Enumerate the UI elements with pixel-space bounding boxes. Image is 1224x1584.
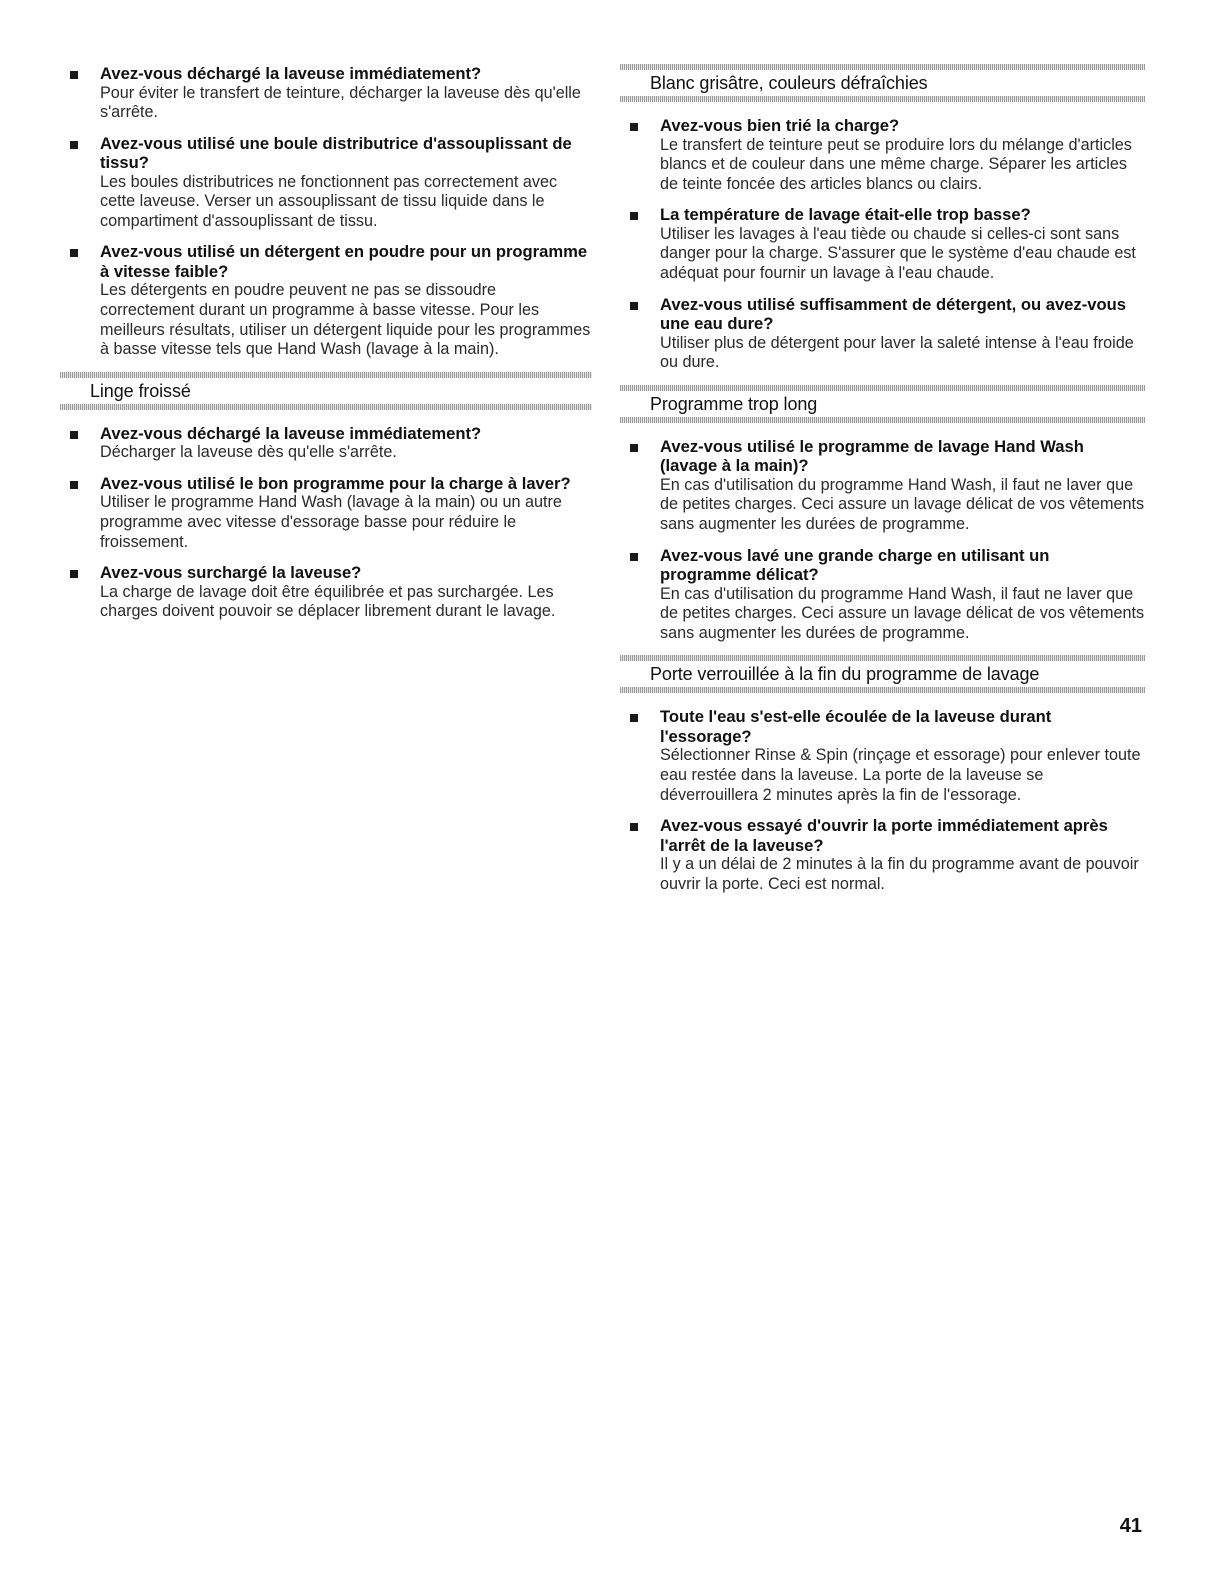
question: La température de lavage était-elle trop basse? — [660, 205, 1031, 225]
section-header-porte-verrouillee — [620, 655, 1145, 693]
question: Avez-vous lavé une grande charge en utilisant un programme délicat? — [660, 545, 1050, 585]
question: Avez-vous bien trié la charge? — [660, 116, 900, 135]
answer: En cas d'utilisation du programme Hand Wash, il faut ne laver que de petites charges. Ceci assure un lavage délicat de vos vêtements sans augmenter les durées de programme. — [660, 584, 1145, 642]
section-title: Blanc grisâtre, couleurs défraîchies — [650, 73, 928, 93]
section-header-linge-froisse — [60, 372, 592, 410]
left-column — [60, 64, 592, 633]
list-item — [60, 563, 592, 622]
section-rule-bottom — [620, 417, 1145, 423]
square-bullet-icon — [630, 302, 638, 310]
section-title: Linge froissé — [90, 380, 191, 401]
section-title: Programme trop long — [650, 393, 818, 414]
question: Avez-vous surchargé la laveuse? — [100, 563, 362, 583]
list-item — [60, 64, 592, 123]
question: Toute l'eau s'est-elle écoulée de la laveuse durant l'essorage? — [660, 707, 1052, 746]
square-bullet-icon — [630, 123, 638, 131]
question: Avez-vous déchargé la laveuse immédiatement? — [100, 423, 482, 443]
answer: Utiliser plus de détergent pour laver la saleté intense à l'eau froide ou dure. — [660, 333, 1134, 372]
square-bullet-icon — [70, 71, 78, 79]
answer: Il y a un délai de 2 minutes à la fin du programme avant de pouvoir ouvrir la porte. Ceci est normal. — [660, 855, 1139, 893]
answer: La charge de lavage doit être équilibrée et pas surchargée. Les charges doivent pouvoir se déplacer librement durant le lavage. — [100, 582, 556, 621]
square-bullet-icon — [630, 714, 638, 722]
list-item — [60, 134, 592, 232]
section-rule-bottom — [620, 687, 1145, 693]
right-column — [620, 64, 1145, 905]
answer: Décharger la laveuse dès qu'elle s'arrête. — [100, 443, 397, 462]
answer: En cas d'utilisation du programme Hand Wash, il faut ne laver que de petites charges. Ceci assure un lavage délicat de vos vêtements sans augmenter les durées de programme. — [660, 475, 1145, 533]
list-item — [620, 295, 1145, 373]
list-item — [60, 242, 592, 359]
answer: Les détergents en poudre peuvent ne pas se dissoudre correctement durant un programme à basse vitesse. Pour les meilleurs résultats, utiliser un détergent liquide pour les programmes à basse vitesse tels que Hand Wash (lavage à la main). — [100, 281, 591, 359]
list-item — [620, 546, 1145, 644]
square-bullet-icon — [630, 212, 638, 220]
list-item — [60, 424, 592, 463]
answer: Pour éviter le transfert de teinture, décharger la laveuse dès qu'elle s'arrête. — [100, 83, 581, 122]
list-item — [620, 437, 1145, 535]
answer: Les boules distributrices ne fonctionnent pas correctement avec cette laveuse. Verser un assouplissant de tissu liquide dans le compartiment d'assouplissant de tissu. — [100, 172, 558, 230]
answer: Sélectionner Rinse & Spin (rinçage et essorage) pour enlever toute eau restée dans la laveuse. La porte de la laveuse se déverrouillera 2 minutes après la fin de l'essorage. — [660, 746, 1141, 804]
square-bullet-icon — [70, 431, 78, 439]
square-bullet-icon — [70, 570, 78, 578]
section-title: Porte verrouillée à la fin du programme de lavage — [650, 664, 1040, 685]
page-number: 41 — [1119, 1515, 1142, 1537]
square-bullet-icon — [630, 823, 638, 831]
question: Avez-vous utilisé le bon programme pour la charge à laver? — [100, 473, 571, 493]
section-header-blanc-grisatre — [620, 64, 1145, 102]
square-bullet-icon — [70, 249, 78, 257]
square-bullet-icon — [630, 553, 638, 561]
square-bullet-icon — [70, 141, 78, 149]
question: Avez-vous utilisé le programme de lavage Hand Wash (lavage à la main)? — [660, 436, 1084, 476]
square-bullet-icon — [70, 481, 78, 489]
question: Avez-vous déchargé la laveuse immédiatement? — [100, 64, 482, 83]
question: Avez-vous utilisé un détergent en poudre pour un programme à vitesse faible? — [100, 242, 588, 281]
list-item — [620, 116, 1145, 194]
list-item — [620, 707, 1145, 805]
answer: Le transfert de teinture peut se produire lors du mélange d'articles blancs et de couleur dans une même charge. Séparer les articles de teinte foncée des articles blancs ou clairs. — [660, 135, 1132, 193]
list-item — [60, 474, 592, 552]
section-rule-bottom — [60, 404, 592, 410]
section-header-programme-trop-long — [620, 385, 1145, 423]
list-item — [620, 816, 1145, 894]
answer: Utiliser les lavages à l'eau tiède ou chaude si celles-ci sont sans danger pour la charge. S'assurer que le système d'eau chaude est adéquat pour fournir un lavage à l'eau chaude. — [660, 224, 1136, 282]
question: Avez-vous essayé d'ouvrir la porte immédiatement après l'arrêt de la laveuse? — [660, 816, 1108, 855]
question: Avez-vous utilisé suffisamment de détergent, ou avez-vous une eau dure? — [660, 294, 1126, 334]
square-bullet-icon — [630, 444, 638, 452]
section-rule-bottom — [620, 96, 1145, 102]
list-item — [620, 205, 1145, 283]
answer: Utiliser le programme Hand Wash (lavage à la main) ou un autre programme avec vitesse d'essorage basse pour réduire le froissement. — [100, 493, 562, 551]
question: Avez-vous utilisé une boule distributrice d'assouplissant de tissu? — [100, 133, 572, 173]
